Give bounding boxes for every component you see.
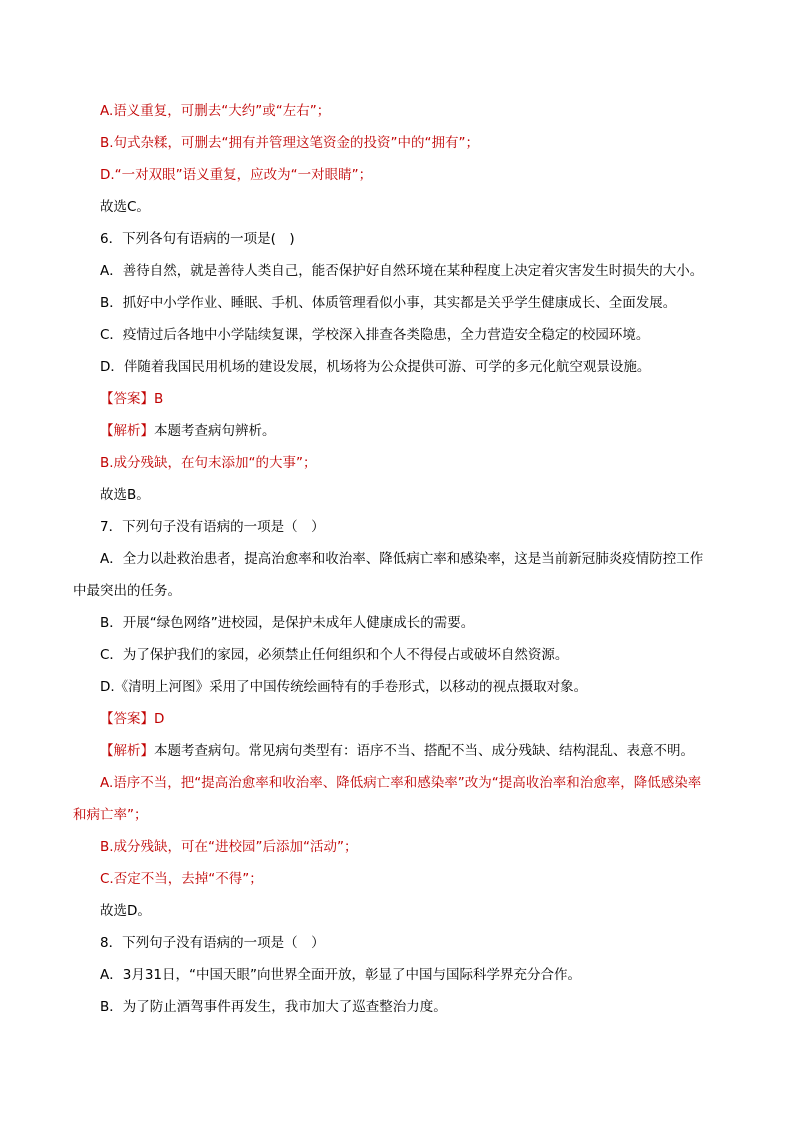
line-text: D．伴随着我国民用机场的建设发展，机场将为公众提供可游、可学的多元化航空观景设施。: [100, 359, 651, 375]
line-text: A．3月31日，“中国天眼”向世界全面开放，彰显了中国与国际科学界充分合作。: [100, 967, 581, 983]
text-line: [73, 581, 724, 601]
text-line: [100, 965, 724, 985]
answer-tag: 【答案】: [100, 391, 154, 407]
line-text: 故选B。: [100, 487, 150, 503]
line-text: B．抓好中小学作业、睡眠、手机、体质管理看似小事，其实都是关乎学生健康成长、全面发展。: [100, 295, 677, 311]
line-text: 中最突出的任务。: [73, 583, 181, 599]
text-line: [100, 869, 724, 889]
text-line: [100, 293, 724, 313]
text-line: [100, 837, 724, 857]
line-text: A.语序不当，把“提高治愈率和收治率、降低病亡率和感染率”改为“提高收治率和治愈率，降低感染率: [100, 775, 702, 791]
line-text: B: [154, 391, 164, 407]
line-text: 本题考查病句辨析。: [154, 423, 276, 439]
text-line: [100, 997, 724, 1017]
text-line: [100, 197, 724, 217]
line-text: A．全力以赴救治患者，提高治愈率和收治率、降低病亡率和感染率，这是当前新冠肺炎疫情防控工作: [100, 551, 704, 567]
line-text: B．开展“绿色网络”进校园，是保护未成年人健康成长的需要。: [100, 615, 475, 631]
line-text: D: [154, 711, 165, 727]
line-text: C．疫情过后各地中小学陆续复课，学校深入排查各类隐患，全力营造安全稳定的校园环境。: [100, 327, 650, 343]
text-line: [100, 421, 724, 441]
line-text: 和病亡率”；: [73, 807, 148, 823]
text-line: [100, 325, 724, 345]
line-text: 8．下列句子没有语病的一项是（ ）: [100, 935, 325, 951]
line-text: B．为了防止酒驾事件再发生，我市加大了巡查整治力度。: [100, 999, 447, 1015]
line-text: B.成分残缺，在句末添加“的大事”；: [100, 455, 317, 471]
text-line: [100, 709, 724, 729]
line-text: 故选C。: [100, 199, 150, 215]
line-text: D.《清明上河图》采用了中国传统绘画特有的手卷形式，以移动的视点摄取对象。: [100, 679, 588, 695]
line-text: D.“一对双眼”语义重复，应改为“一对眼睛”；: [100, 167, 373, 183]
text-line: [100, 645, 724, 665]
line-text: B.句式杂糅，可删去“拥有并管理这笔资金的投资”中的“拥有”；: [100, 135, 480, 151]
text-line: [100, 677, 724, 697]
text-line: [100, 773, 724, 793]
text-line: [100, 357, 724, 377]
line-text: C．为了保护我们的家园，必须禁止任何组织和个人不得侵占或破坏自然资源。: [100, 647, 569, 663]
line-text: 6．下列各句有语病的一项是( ): [100, 231, 295, 247]
text-line: [100, 229, 724, 249]
text-line: [100, 933, 724, 953]
line-text: B.成分残缺，可在“进校园”后添加“活动”；: [100, 839, 358, 855]
text-line: [100, 133, 724, 153]
text-line: [100, 741, 724, 761]
answer-tag: 【答案】: [100, 711, 154, 727]
line-text: C.否定不当，去掉“不得”；: [100, 871, 263, 887]
text-line: [100, 549, 724, 569]
line-text: 7．下列句子没有语病的一项是（ ）: [100, 519, 325, 535]
text-line: [100, 901, 724, 921]
text-line: [100, 261, 724, 281]
analysis-tag: 【解析】: [100, 743, 154, 759]
text-line: [100, 453, 724, 473]
line-text: A．善待自然，就是善待人类自己，能否保护好自然环境在某种程度上决定着灾害发生时损失的大小。: [100, 263, 704, 279]
line-text: 故选D。: [100, 903, 151, 919]
text-line: [100, 613, 724, 633]
text-line: [100, 101, 724, 121]
text-line: [100, 165, 724, 185]
text-line: [100, 517, 724, 537]
analysis-tag: 【解析】: [100, 423, 154, 439]
line-text: A.语义重复，可删去“大约”或“左右”；: [100, 103, 331, 119]
line-text: 本题考查病句。常见病句类型有：语序不当、搭配不当、成分残缺、结构混乱、表意不明。: [154, 743, 694, 759]
text-line: [73, 805, 724, 825]
text-line: [100, 389, 724, 409]
text-line: [100, 485, 724, 505]
